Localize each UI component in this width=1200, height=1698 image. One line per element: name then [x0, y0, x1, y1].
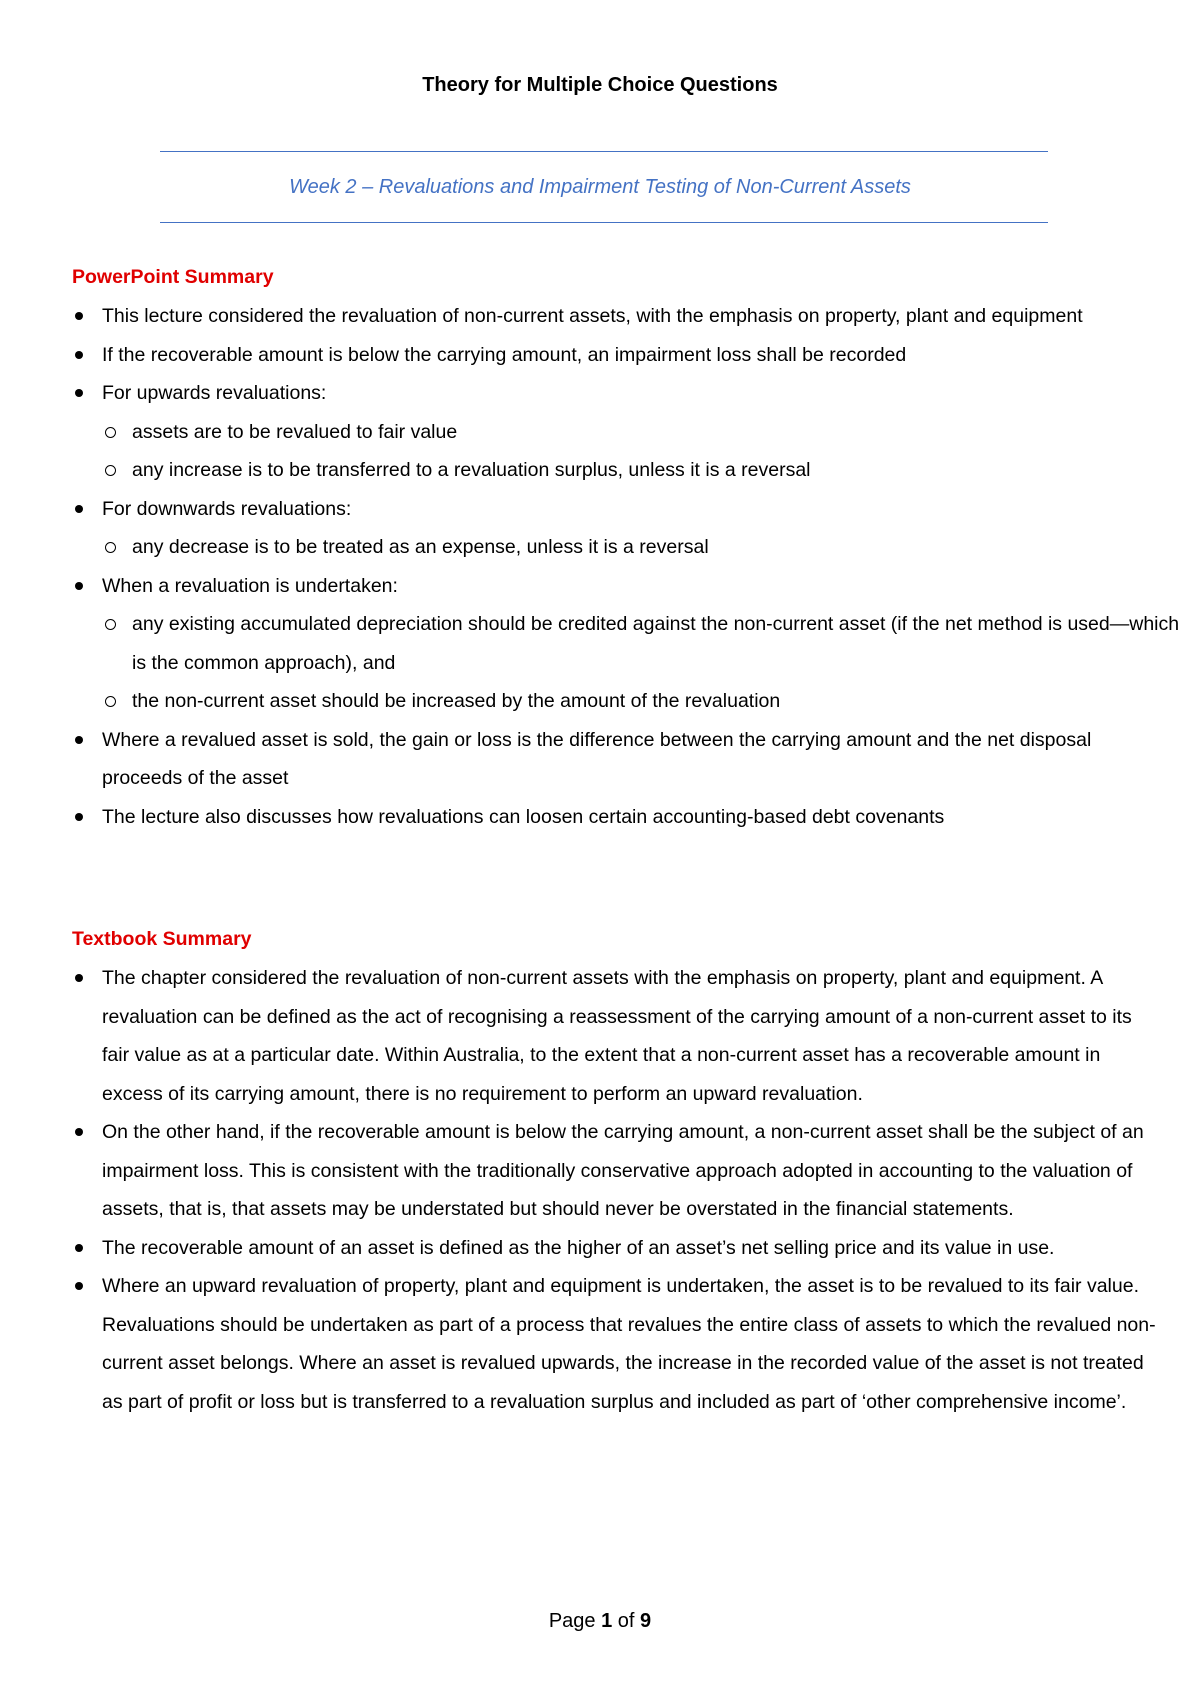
list-item: On the other hand, if the recoverable amount is below the carrying amount, a non-current asset shall be the subject of an impairment loss. This is consistent with the traditionally conservative approach adopted in accounting to the valuation of assets, that is, that assets may be understated but should never be overstated in the financial statements.: [72, 1113, 1162, 1229]
list-item: This lecture considered the revaluation of non-current assets, with the emphasis on property, plant and equipment: [72, 297, 1152, 336]
page-word: Page: [548, 1610, 596, 1632]
sub-list-item: any existing accumulated depreciation should be credited against the non-current asset (if the net method is used—which is the common approach), and: [72, 605, 1182, 682]
list-item: When a revaluation is undertaken:: [72, 567, 1152, 606]
page-number-footer: [0, 1610, 1200, 1633]
list-item: Where a revalued asset is sold, the gain or loss is the difference between the carrying amount and the net disposal proceeds of the asset: [72, 721, 1152, 798]
week-subtitle: Week 2 – Revaluations and Impairment Testing of Non-Current Assets: [289, 176, 911, 198]
textbook-summary-heading: Textbook Summary: [72, 928, 252, 950]
textbook-summary-list: [72, 959, 1156, 1421]
of-word: of: [617, 1610, 635, 1632]
list-item: For downwards revaluations:: [72, 490, 1152, 529]
list-item: The chapter considered the revaluation of non-current assets with the emphasis on property, plant and equipment. A revaluation can be defined as the act of recognising a reassessment of the carrying amount of a non-current asset to its fair value as at a particular date. Within Australia, to the extent that a non-current asset has a recoverable amount in excess of its carrying amount, there is no requirement to perform an upward revaluation.: [72, 959, 1162, 1113]
page-current: 1: [601, 1610, 613, 1632]
list-item: Where an upward revaluation of property, plant and equipment is undertaken, the asset is to be revalued to its fair value. Revaluations should be undertaken as part of a process that revalues the entire class of assets to which the revalued non-current asset belongs. Where an asset is revalued upwards, the increase in the recorded value of the asset is not treated as part of profit or loss but is transferred to a revaluation surplus and included as part of ‘other comprehensive income’.: [72, 1267, 1162, 1421]
list-item: The lecture also discusses how revaluations can loosen certain accounting-based debt covenants: [72, 798, 1152, 837]
sub-list-item: assets are to be revalued to fair value: [72, 413, 1182, 452]
subtitle-top-rule: [160, 151, 1048, 152]
sub-list-item: any decrease is to be treated as an expense, unless it is a reversal: [72, 528, 1182, 567]
sub-list-item: the non-current asset should be increased by the amount of the revaluation: [72, 682, 1182, 721]
document-title: Theory for Multiple Choice Questions: [422, 74, 778, 96]
page-total: 9: [640, 1610, 652, 1632]
sub-list-item: any increase is to be transferred to a revaluation surplus, unless it is a reversal: [72, 451, 1182, 490]
subtitle-bottom-rule: [160, 222, 1048, 223]
powerpoint-summary-heading: PowerPoint Summary: [72, 266, 274, 288]
list-item: The recoverable amount of an asset is defined as the higher of an asset’s net selling price and its value in use.: [72, 1229, 1162, 1268]
powerpoint-summary-list: [72, 297, 1180, 836]
list-item: If the recoverable amount is below the carrying amount, an impairment loss shall be recorded: [72, 336, 1152, 375]
list-item: For upwards revaluations:: [72, 374, 1152, 413]
